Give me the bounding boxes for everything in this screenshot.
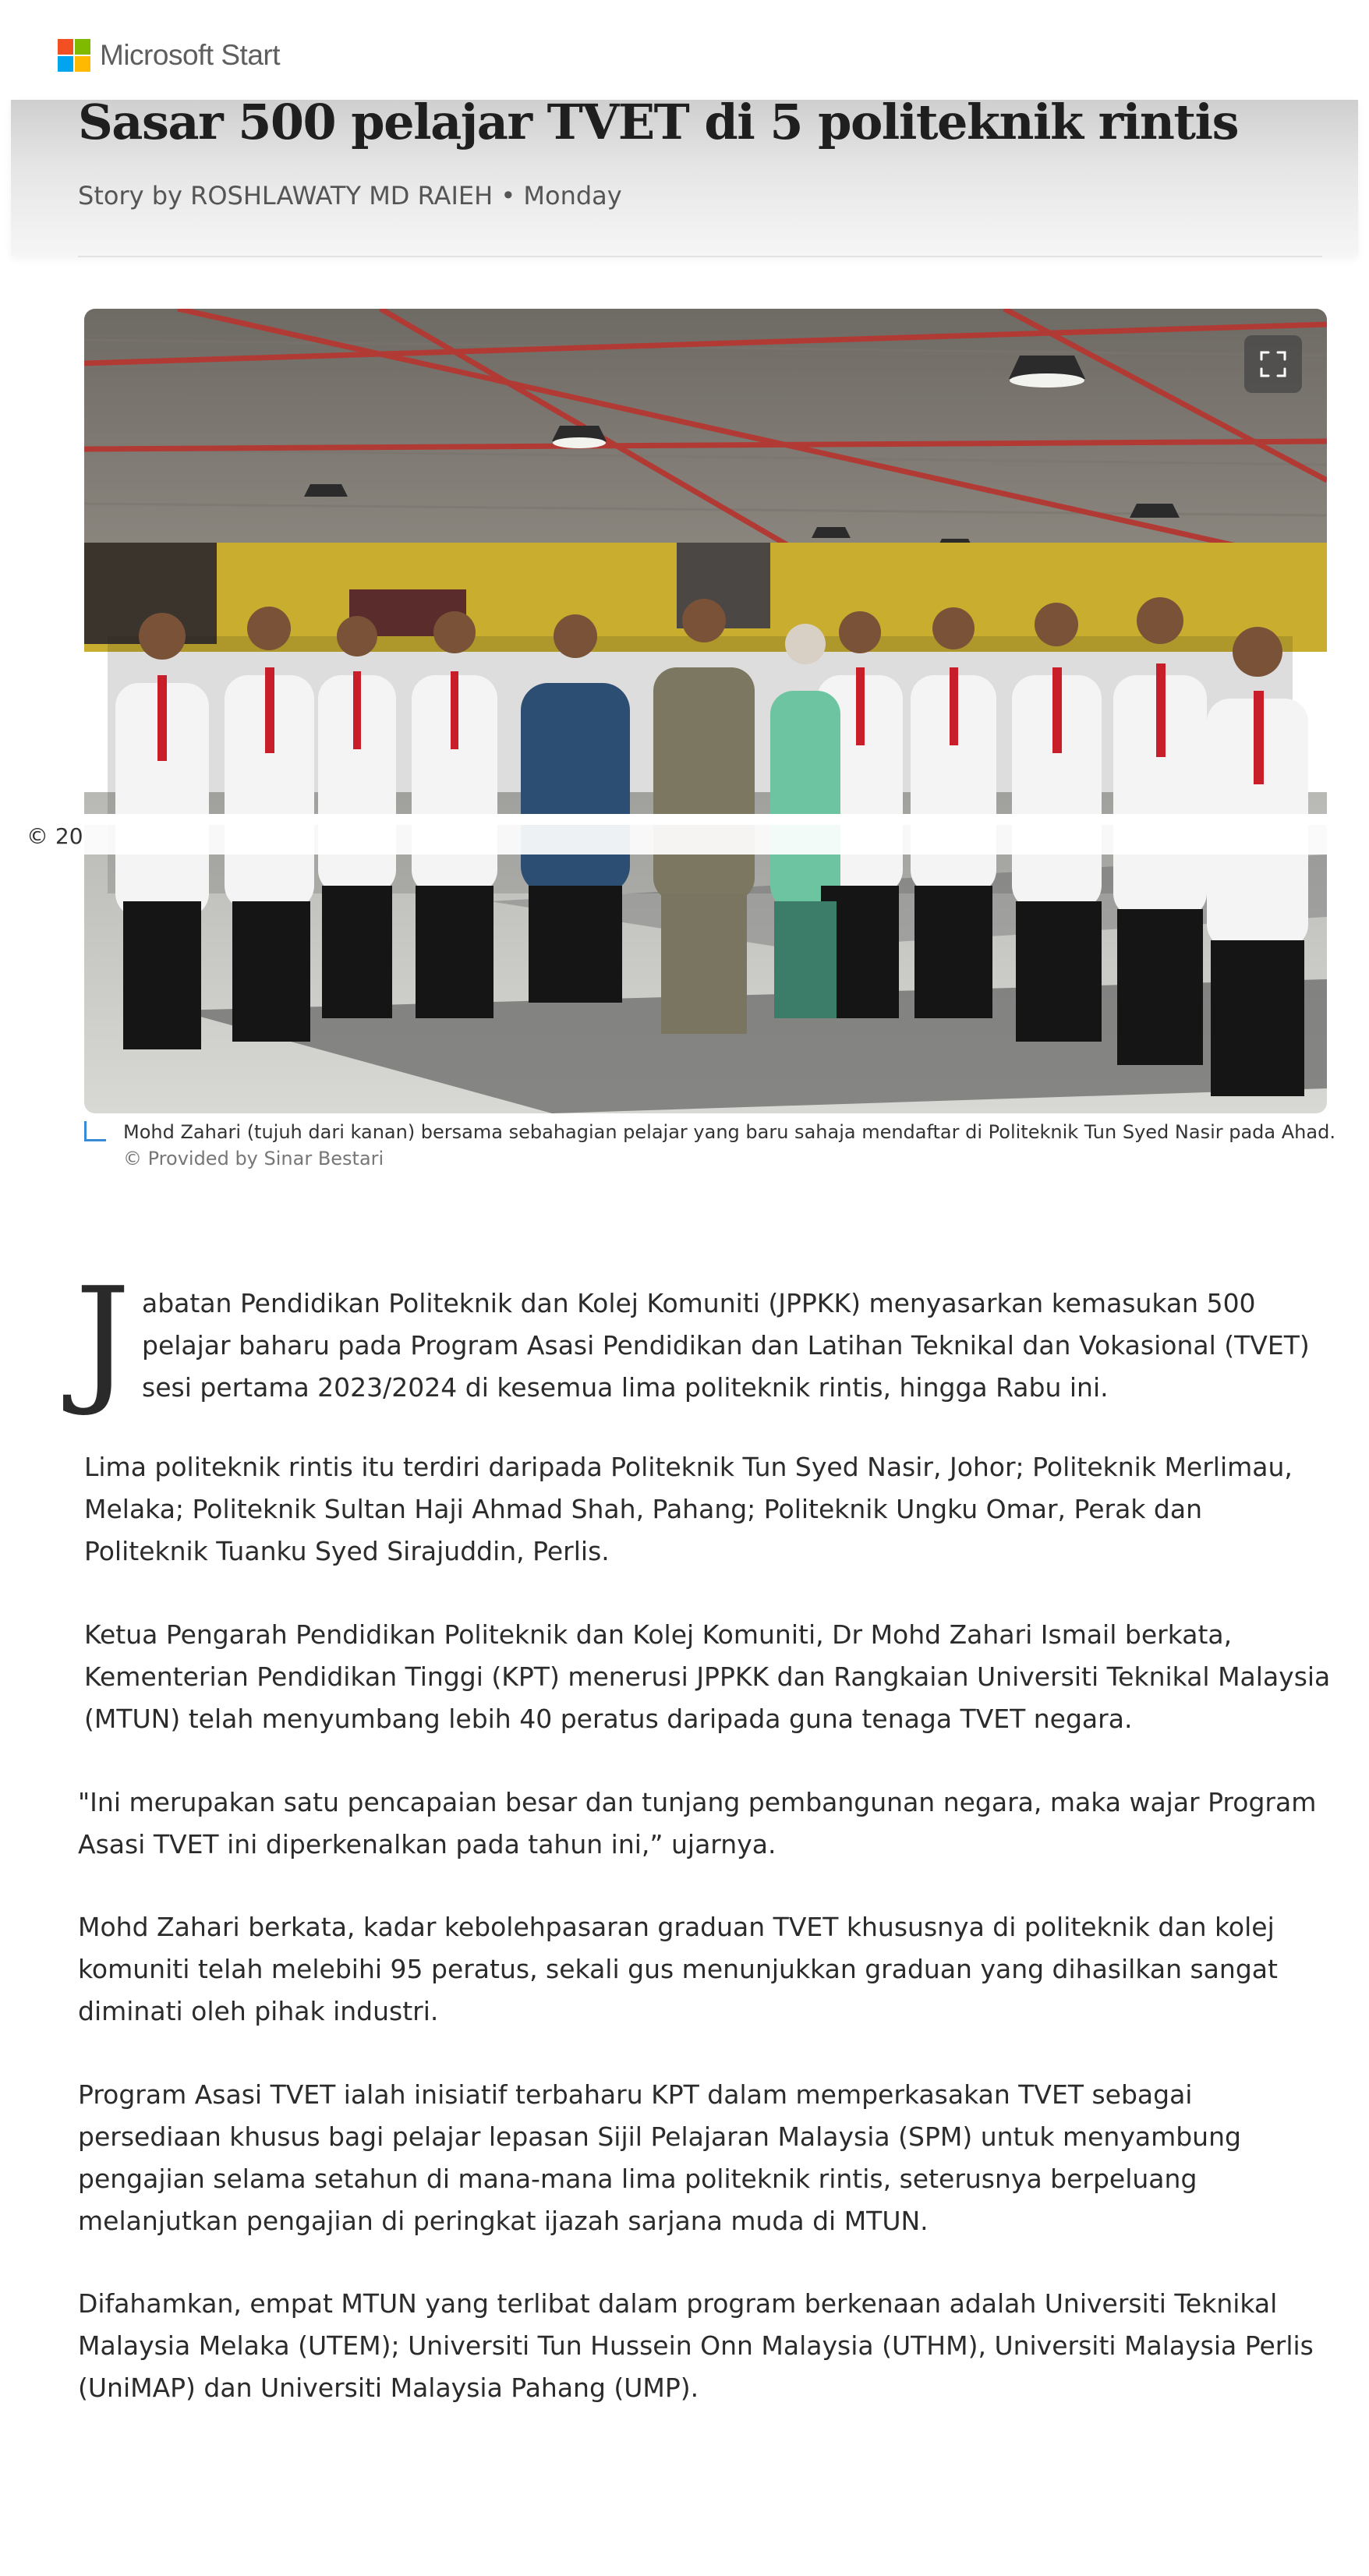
overlay-strip-gap (84, 814, 1327, 825)
article-title: Sasar 500 pelajar TVET di 5 politeknik rintis (78, 94, 1239, 150)
brand-name: Microsoft Start (100, 39, 280, 71)
overlay-copyright: © 20 (27, 823, 83, 849)
paragraph-1: abatan Pendidikan Politeknik dan Kolej Komuniti (JPPKK) menyasarkan kemasukan 500 pelajar baharu pada Program Asasi Pendidikan dan Latihan Teknikal dan Vokasional (TVET) sesi pertama 2023/2024 di kesemua lima politeknik rintis, hingga Rabu ini. (142, 1288, 1310, 1403)
paragraph-7: Difahamkan, empat MTUN yang terlibat dalam program berkenaan adalah Universiti Teknikal Malaysia Melaka (UTEM); Universiti Tun Hussein Onn Malaysia (UTHM), Universiti Malaysia Perlis (UniMAP) dan Universiti Malaysia Pahang (UMP). (78, 2288, 1314, 2403)
paragraph-2: Lima politeknik rintis itu terdiri daripada Politeknik Tun Syed Nasir, Johor; Politeknik Merlimau, Melaka; Politeknik Sultan Haji Ahmad Shah, Pahang; Politeknik Ungku Omar, Perak dan Politeknik Tuanku Syed Sirajuddin, Perlis. (84, 1452, 1293, 1566)
article-byline: Story by ROSHLAWATY MD RAIEH • Monday (78, 181, 622, 211)
expand-icon (1259, 350, 1287, 378)
group-photo-image (84, 309, 1327, 1113)
divider (78, 256, 1322, 257)
paragraph-5: Mohd Zahari berkata, kadar kebolehpasaran graduan TVET khususnya di politeknik dan kolej komuniti telah melebihi 95 peratus, sekali gus menunjukkan graduan yang dihasilkan sangat diminati oleh pihak industri. (78, 1912, 1278, 2026)
microsoft-logo-icon (58, 39, 90, 72)
caption-corner-icon (84, 1121, 106, 1141)
drop-cap: J (75, 1258, 131, 1419)
article-image[interactable] (84, 309, 1327, 1113)
top-bar (0, 0, 1369, 100)
expand-image-button[interactable] (1244, 335, 1302, 393)
image-caption: Mohd Zahari (tujuh dari kanan) bersama sebahagian pelajar yang baru sahaja mendaftar di Politeknik Tun Syed Nasir pada Ahad. (123, 1121, 1335, 1143)
paragraph-3: Ketua Pengarah Pendidikan Politeknik dan Kolej Komuniti, Dr Mohd Zahari Ismail berkata, Kementerian Pendidikan Tinggi (KPT) menerusi JPPKK dan Rangkaian Universiti Teknikal Malaysia (MTUN) telah menyumbang lebih 40 peratus daripada guna tenaga TVET negara. (84, 1619, 1331, 1734)
paragraph-6: Program Asasi TVET ialah inisiatif terbaharu KPT dalam memperkasakan TVET sebagai persediaan khusus bagi pelajar lepasan Sijil Pelajaran Malaysia (SPM) untuk menyambung pengajian selama setahun di mana-mana lima politeknik rintis, seterusnya berpeluang melanjutkan pengajian di peringkat ijazah sarjana muda di MTUN. (78, 2079, 1241, 2236)
image-credit: © Provided by Sinar Bestari (123, 1148, 384, 1169)
paragraph-4: "Ini merupakan satu pencapaian besar dan tunjang pembangunan negara, maka wajar Program Asasi TVET ini diperkenalkan pada tahun ini,” ujarnya. (78, 1787, 1317, 1859)
microsoft-start-logo[interactable] (58, 39, 280, 72)
